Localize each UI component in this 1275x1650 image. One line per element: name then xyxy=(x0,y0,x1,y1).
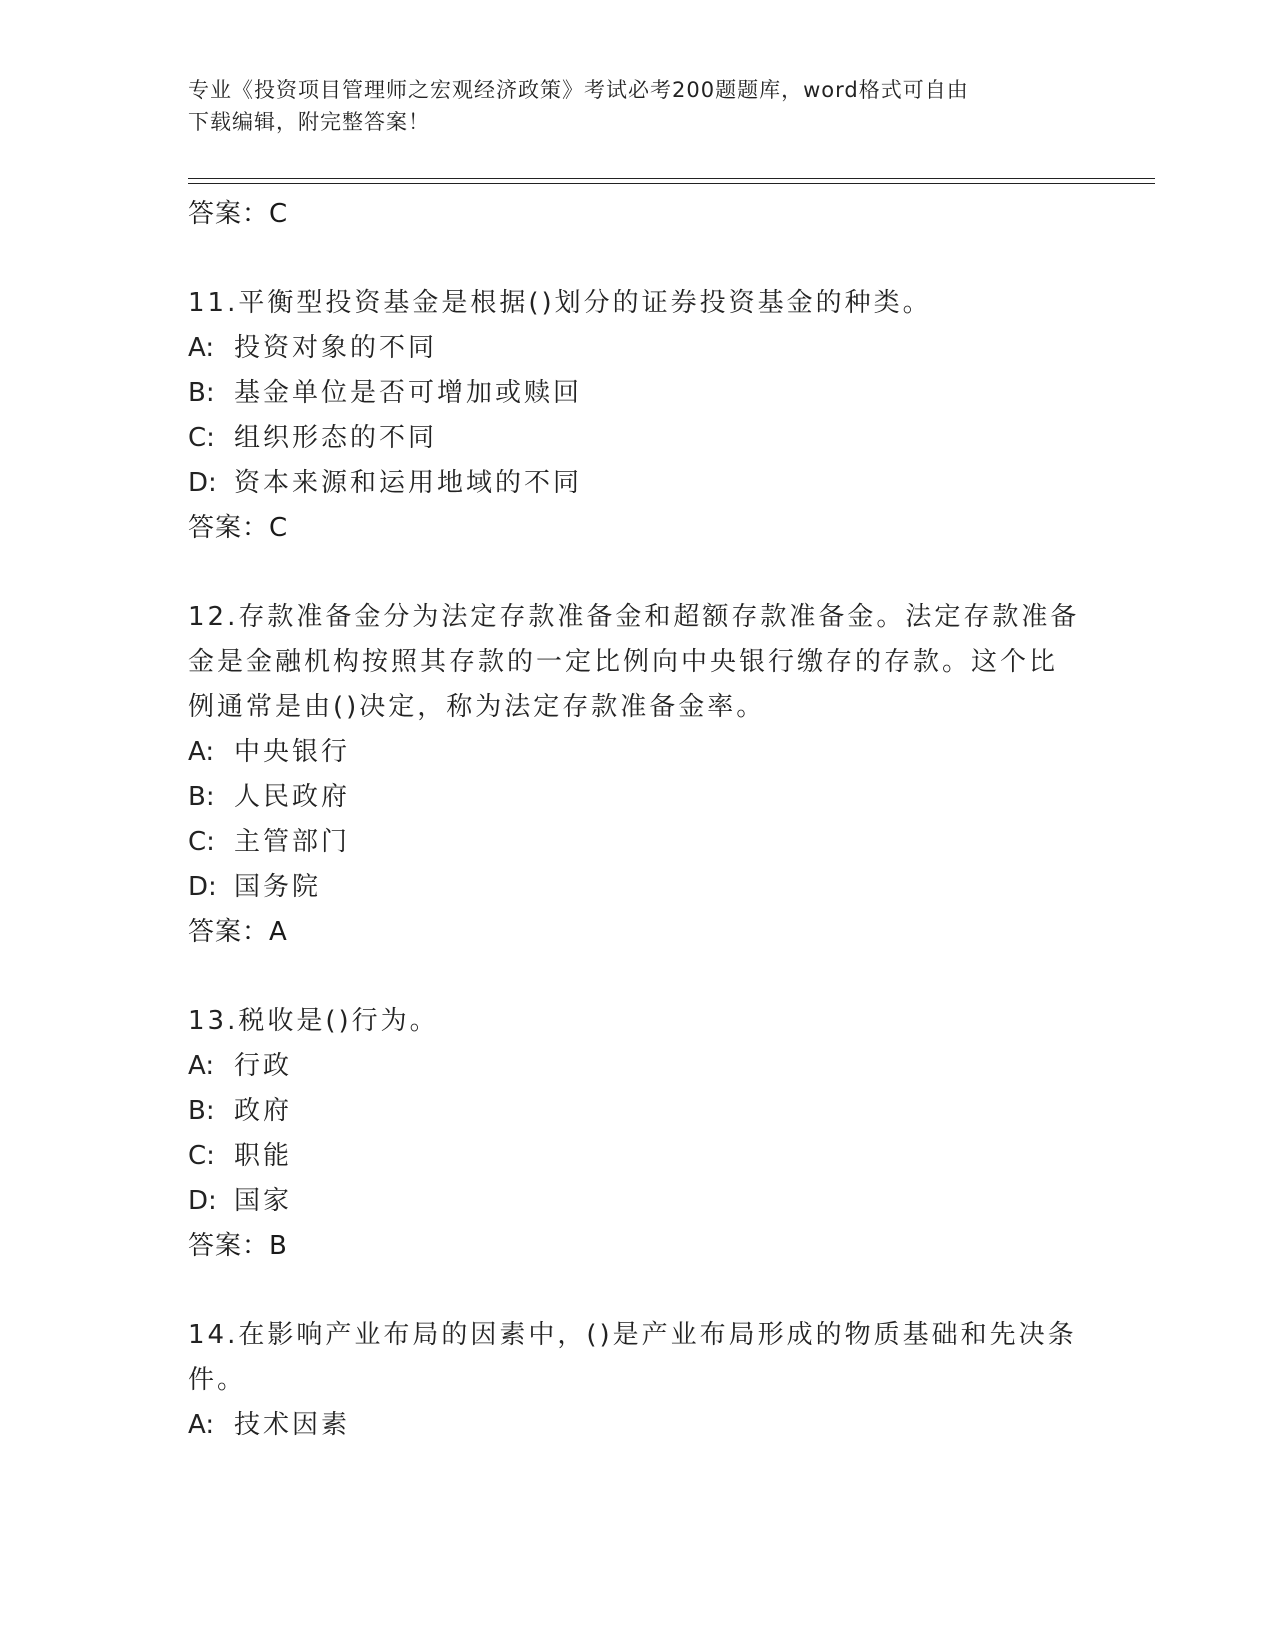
option-letter: A: xyxy=(188,737,215,767)
option-a xyxy=(188,326,1088,371)
option-text: 基金单位是否可增加或赎回 xyxy=(234,378,583,408)
header-line-1: 专业《投资项目管理师之宏观经济政策》考试必考200题题库，word格式可自由 xyxy=(188,78,969,102)
answer-line: 答案：C xyxy=(188,199,289,229)
question-block xyxy=(188,281,1088,550)
spacer xyxy=(188,236,1088,281)
option-d xyxy=(188,461,1088,506)
option-text: 政府 xyxy=(234,1096,293,1126)
spacer xyxy=(188,954,1088,999)
header-divider-bottom xyxy=(188,183,1155,184)
option-text: 技术因素 xyxy=(234,1410,351,1440)
option-letter: D: xyxy=(188,872,217,902)
option-a xyxy=(188,1403,1088,1448)
question-stem xyxy=(188,281,1088,326)
stem-line: 11.平衡型投资基金是根据()划分的证券投资基金的种类。 xyxy=(188,288,932,318)
option-letter: D: xyxy=(188,468,217,498)
option-letter: B: xyxy=(188,1096,215,1126)
stem-line: 件。 xyxy=(188,1365,247,1395)
option-letter: C: xyxy=(188,827,215,857)
option-letter: B: xyxy=(188,378,215,408)
question-stem xyxy=(188,1313,1088,1403)
question-block xyxy=(188,1313,1088,1448)
option-text: 投资对象的不同 xyxy=(234,333,438,363)
option-letter: A: xyxy=(188,1410,215,1440)
question-block xyxy=(188,595,1088,954)
option-text: 职能 xyxy=(234,1141,293,1171)
option-text: 中央银行 xyxy=(234,737,351,767)
option-text: 人民政府 xyxy=(234,782,351,812)
option-text: 组织形态的不同 xyxy=(234,423,438,453)
option-letter: A: xyxy=(188,333,215,363)
option-letter: B: xyxy=(188,782,215,812)
option-a xyxy=(188,730,1088,775)
option-letter: C: xyxy=(188,423,215,453)
stem-line: 13.税收是()行为。 xyxy=(188,1006,439,1036)
option-c xyxy=(188,1134,1088,1179)
answer-line: 答案：C xyxy=(188,513,289,543)
option-letter: C: xyxy=(188,1141,215,1171)
option-c xyxy=(188,820,1088,865)
option-letter: A: xyxy=(188,1051,215,1081)
document-header xyxy=(188,74,1088,138)
option-b xyxy=(188,371,1088,416)
stem-line: 金是金融机构按照其存款的一定比例向中央银行缴存的存款。这个比 xyxy=(188,647,1059,677)
option-text: 国务院 xyxy=(234,872,322,902)
option-b xyxy=(188,775,1088,820)
option-letter: D: xyxy=(188,1186,217,1216)
question-block xyxy=(188,999,1088,1268)
option-c xyxy=(188,416,1088,461)
question-stem xyxy=(188,999,1088,1044)
header-line-2: 下载编辑，附完整答案！ xyxy=(188,110,430,134)
option-text: 资本来源和运用地域的不同 xyxy=(234,468,583,498)
spacer xyxy=(188,550,1088,595)
header-divider-top xyxy=(188,178,1155,179)
stem-line: 例通常是由()决定，称为法定存款准备金率。 xyxy=(188,692,766,722)
option-d xyxy=(188,1179,1088,1224)
question-stem xyxy=(188,595,1088,730)
question-list xyxy=(188,192,1088,1448)
option-text: 主管部门 xyxy=(234,827,351,857)
answer-line: 答案：A xyxy=(188,917,288,947)
stem-line: 12.存款准备金分为法定存款准备金和超额存款准备金。法定存款准备 xyxy=(188,602,1080,632)
stem-line: 14.在影响产业布局的因素中，()是产业布局形成的物质基础和先决条 xyxy=(188,1320,1077,1350)
option-b xyxy=(188,1089,1088,1134)
option-text: 行政 xyxy=(234,1051,293,1081)
spacer xyxy=(188,1268,1088,1313)
option-text: 国家 xyxy=(234,1186,293,1216)
option-a xyxy=(188,1044,1088,1089)
answer-line: 答案：B xyxy=(188,1231,288,1261)
option-d xyxy=(188,865,1088,910)
